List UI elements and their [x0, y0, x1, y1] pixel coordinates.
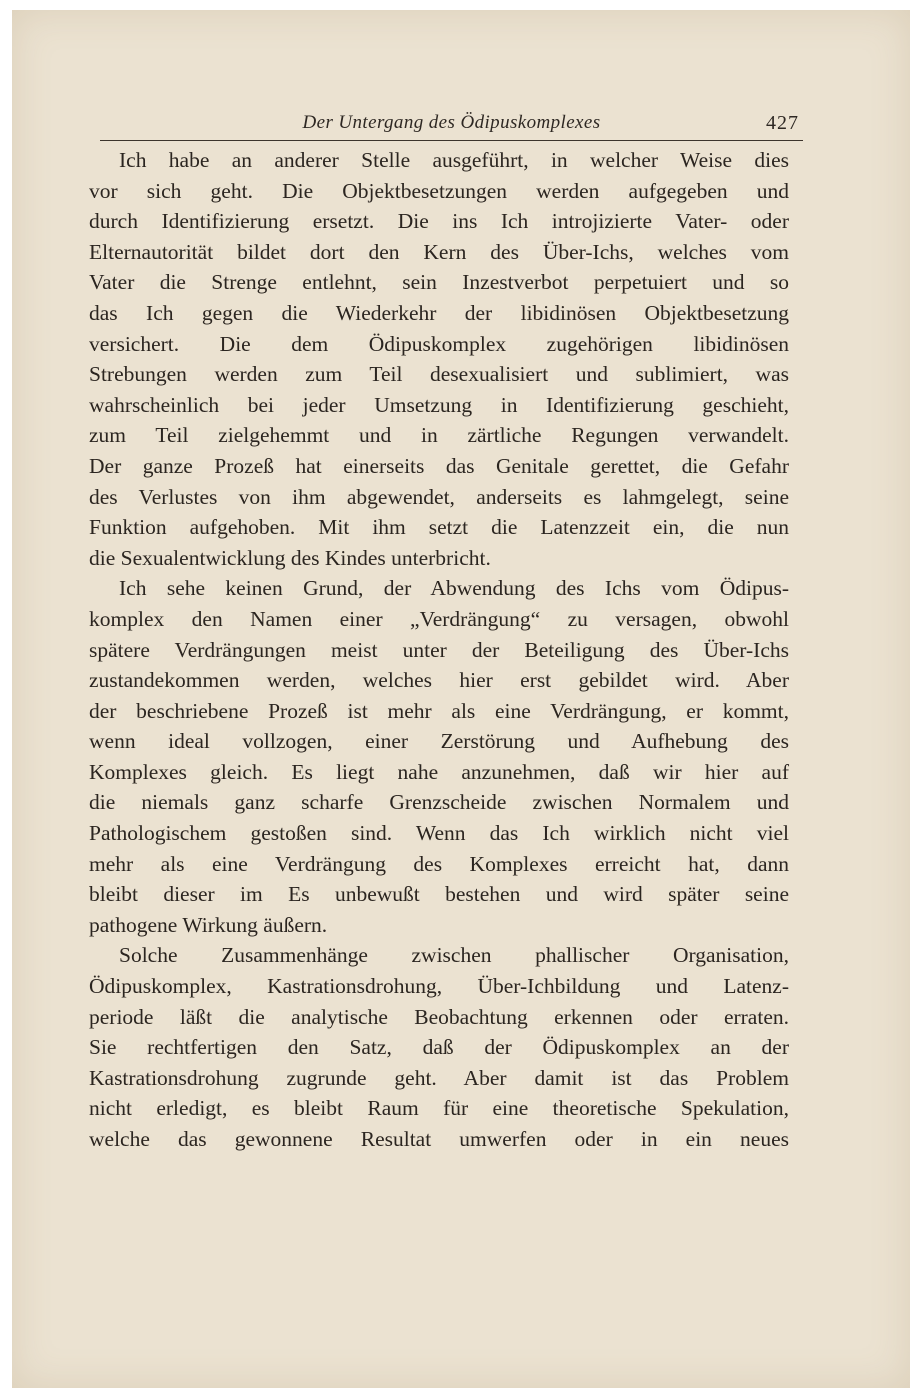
text-line: durch Identifizierung ersetzt. Die ins Ich introjizierte Vater- oder — [89, 209, 789, 234]
text-line: Funktion aufgehoben. Mit ihm setzt die Latenzzeit ein, die nun — [89, 515, 789, 540]
text-line: nicht erledigt, es bleibt Raum für eine theoretische Spekulation, — [89, 1096, 789, 1121]
text-line: mehr als eine Verdrängung des Komplexes erreicht hat, dann — [89, 851, 789, 876]
text-line: Ich sehe keinen Grund, der Abwendung des Ichs vom Ödipus- — [119, 576, 789, 601]
text-line: Kastrationsdrohung zugrunde geht. Aber damit ist das Problem — [89, 1065, 789, 1090]
text-line: des Verlustes von ihm abgewendet, anderseits es lahmgelegt, seine — [89, 484, 789, 509]
text-line: Ödipuskomplex, Kastrationsdrohung, Über-Ichbildung und Latenz- — [89, 974, 789, 999]
text-line: Vater die Strenge entlehnt, sein Inzestverbot perpetuiert und so — [89, 270, 789, 295]
text-line: Sie rechtfertigen den Satz, daß der Ödipuskomplex an der — [89, 1035, 789, 1060]
text-line: welche das gewonnene Resultat umwerfen oder in ein neues — [89, 1127, 789, 1151]
text-line: Pathologischem gestoßen sind. Wenn das Ich wirklich nicht viel — [89, 821, 789, 846]
text-line: versichert. Die dem Ödipuskomplex zugehörigen libidinösen — [89, 331, 789, 356]
text-line: zustandekommen werden, welches hier erst gebildet wird. Aber — [89, 668, 789, 693]
text-line: Solche Zusammenhänge zwischen phallischer Organisation, — [119, 943, 789, 968]
text-line: die Sexualentwicklung des Kindes unterbricht. — [89, 545, 491, 570]
text-line: zum Teil zielgehemmt und in zärtliche Regungen verwandelt. — [89, 423, 789, 448]
page-header — [100, 106, 803, 141]
text-line: Komplexes gleich. Es liegt nahe anzunehmen, daß wir hier auf — [89, 759, 789, 784]
paragraph — [89, 573, 789, 940]
text-line: komplex den Namen einer „Verdrängung“ zu versagen, obwohl — [89, 606, 789, 631]
paragraph — [89, 145, 789, 573]
text-line: der beschriebene Prozeß ist mehr als eine Verdrängung, er kommt, — [89, 698, 789, 723]
paragraph — [89, 940, 789, 1154]
text-line: das Ich gegen die Wiederkehr der libidinösen Objektbesetzung — [89, 300, 789, 325]
text-line: Ich habe an anderer Stelle ausgeführt, in welcher Weise dies — [119, 148, 789, 172]
text-line: Strebungen werden zum Teil desexualisiert und sublimiert, was — [89, 362, 789, 387]
text-line: spätere Verdrängungen meist unter der Beteiligung des Über-Ichs — [89, 637, 789, 662]
text-line: periode läßt die analytische Beobachtung erkennen oder erraten. — [89, 1004, 789, 1029]
text-line: die niemals ganz scharfe Grenzscheide zwischen Normalem und — [89, 790, 789, 815]
text-line: wenn ideal vollzogen, einer Zerstörung und Aufhebung des — [89, 729, 789, 754]
running-title: Der Untergang des Ödipuskomplexes — [302, 112, 601, 133]
text-line: Der ganze Prozeß hat einerseits das Genitale gerettet, die Gefahr — [89, 453, 789, 478]
page-number: 427 — [766, 112, 799, 134]
text-line: bleibt dieser im Es unbewußt bestehen und wird später seine — [89, 882, 789, 907]
text-line: wahrscheinlich bei jeder Umsetzung in Identifizierung geschieht, — [89, 392, 789, 417]
text-line: vor sich geht. Die Objektbesetzungen werden aufgegeben und — [89, 178, 789, 203]
text-line: Elternautorität bildet dort den Kern des Über-Ichs, welches vom — [89, 239, 789, 264]
body-text — [89, 145, 789, 1155]
text-line: pathogene Wirkung äußern. — [89, 912, 328, 937]
